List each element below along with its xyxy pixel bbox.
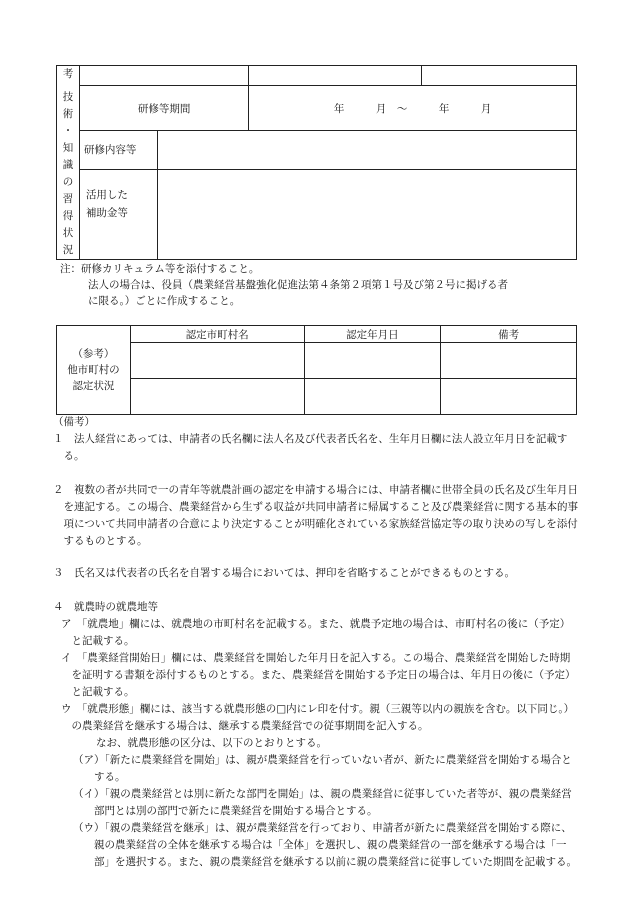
remark-4a: ア 「就農地」欄には、就農地の市町村名を記載する。また、就農予定地の場合は、市町村名の後に（予定）と記載する。 <box>61 618 571 647</box>
side-label: 考 技 術 ・ 知 識 の 習 得 状 況 <box>57 66 80 260</box>
note-line3: に限る。）ごとに作成すること。 <box>88 295 241 307</box>
ref-cell[interactable] <box>304 379 441 415</box>
remark-3: ３ 氏名又は代表者の氏名を自署する場合においては、押印を省略することができるものとする。 <box>53 567 515 579</box>
remark-4u: ウ 「就農形態」欄には、該当する就農形態の□内にレ印を付す。親（三親等以内の親族を含む。以下同じ。）の農業経営を継承する場合は、継承する農業経営での従事期間を記入する。 <box>61 703 575 732</box>
content-field[interactable] <box>157 131 576 169</box>
subsidy-field[interactable] <box>157 169 576 260</box>
top-cell-3[interactable] <box>421 66 576 86</box>
ref-header-municipality: 認定市町村名 <box>130 326 304 343</box>
note-line2: 法人の場合は、役員（農業経営基盤強化促進法第４条第２項第１号及び第２号に掲げる者 <box>88 279 508 291</box>
skills-table <box>56 65 577 260</box>
ref-header-notes: 備考 <box>441 326 577 343</box>
remark-4-title: ４ 就農時の就農地等 <box>53 601 158 613</box>
period-value[interactable]: 年 月 ～ 年 月 <box>249 86 577 131</box>
remark-4i: イ 「農業経営開始日」欄には、農業経営を開始した年月日を記入する。この場合、農業経営を開始した時期を証明する書類を添付するものとする。また、農業経営を開始する予定日の場合は、年月日の後に（予定）と記載する。 <box>61 652 576 698</box>
content-label: 研修内容等 <box>79 131 157 169</box>
reference-table <box>56 325 577 415</box>
remark-sub-i: （イ）「親の農業経営とは別に新たな部門を開始」は、親の農業経営に従事していた者等が、親の農業経営部門とは別の部門で新たに農業経営を開始する場合とする。 <box>73 788 572 817</box>
note-line1: 注：研修カリキュラム等を添付すること。 <box>60 263 260 275</box>
subsidy-label: 活用した 補助金等 <box>79 169 157 260</box>
top-cell-1[interactable] <box>79 66 248 86</box>
top-cell-2[interactable] <box>249 66 421 86</box>
remark-2: ２ 複数の者が共同で一の青年等就農計画の認定を申請する場合には、申請者欄に世帯全員の氏名及び生年月日を連記する。この場合、農業経営から生ずる収益が共同申請者に帰属すること及び農業経営に関する基本的事項について共同申請者の合意により決定することが明確化されている家族経営協定等の取り決めの写しを添付するものとする。 <box>53 484 578 547</box>
remark-4u-2: なお、就農形態の区分は、以下のとおりとする。 <box>96 737 327 749</box>
remarks-heading: （備考） <box>53 416 95 428</box>
ref-cell[interactable] <box>441 379 577 415</box>
ref-cell[interactable] <box>130 343 304 379</box>
ref-label: （参考） 他市町村の 認定状況 <box>57 326 131 415</box>
ref-cell[interactable] <box>304 343 441 379</box>
remark-sub-a: （ア）「新たに農業経営を開始」は、親が農業経営を行っていない者が、新たに農業経営を開始する場合とする。 <box>73 754 572 783</box>
remark-sub-u: （ウ）「親の農業経営を継承」は、親が農業経営を行っており、申請者が新たに農業経営を開始する際に、親の農業経営の全体を継承する場合は「全体」を選択し、親の農業経営の一部を継承する場合は「一部」を選択する。また、親の農業経営を継承する以前に親の農業経営に従事していた期間を記載する。 <box>73 822 577 868</box>
ref-header-date: 認定年月日 <box>304 326 441 343</box>
remark-1: １ 法人経営にあっては、申請者の氏名欄に法人名及び代表者氏名を、生年月日欄に法人設立年月日を記載する。 <box>53 433 568 462</box>
ref-cell[interactable] <box>441 343 577 379</box>
period-label: 研修等期間 <box>79 86 248 131</box>
ref-cell[interactable] <box>130 379 304 415</box>
